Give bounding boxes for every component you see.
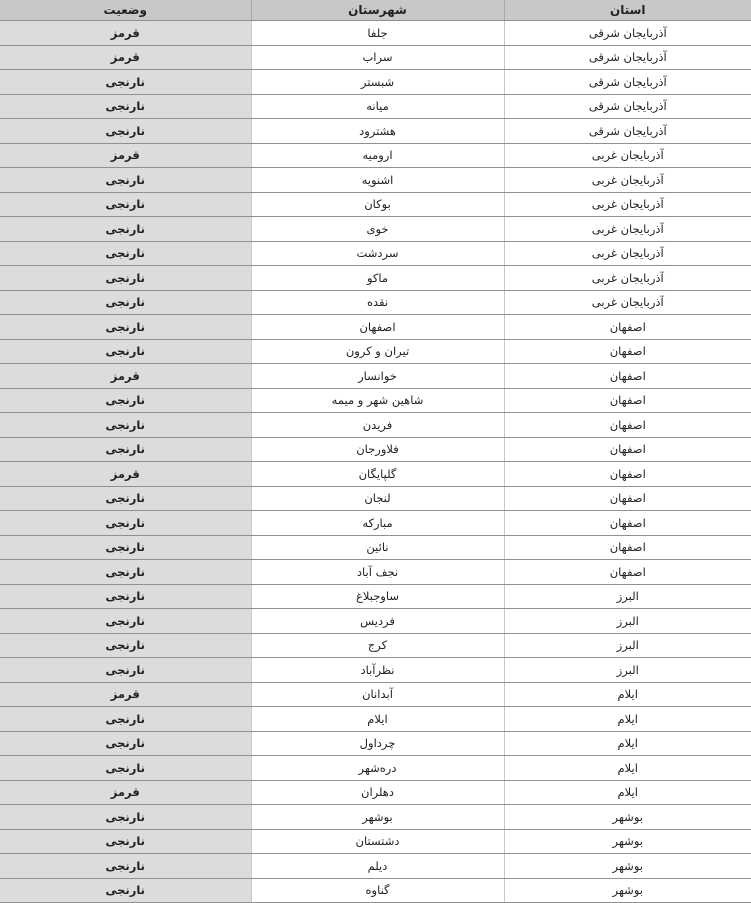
province-cell: ایلام [504, 756, 751, 781]
city-cell: ایلام [251, 707, 504, 732]
city-cell: فریدن [251, 413, 504, 438]
province-cell: اصفهان [504, 535, 751, 560]
header-row [0, 0, 751, 21]
province-cell: ایلام [504, 707, 751, 732]
city-cell: ماکو [251, 266, 504, 291]
province-cell: بوشهر [504, 829, 751, 854]
table-row [0, 486, 751, 511]
province-cell: آذربایجان شرقی [504, 119, 751, 144]
status-cell: نارنجی [0, 217, 251, 242]
province-cell: اصفهان [504, 315, 751, 340]
table-row [0, 266, 751, 291]
province-cell: بوشهر [504, 878, 751, 903]
status-cell: نارنجی [0, 878, 251, 903]
status-cell: نارنجی [0, 829, 251, 854]
province-cell: اصفهان [504, 437, 751, 462]
province-cell: اصفهان [504, 486, 751, 511]
table-row [0, 388, 751, 413]
city-cell: لنجان [251, 486, 504, 511]
header-province: استان [504, 0, 751, 21]
table-row [0, 633, 751, 658]
status-cell: قرمز [0, 364, 251, 389]
city-cell: نائین [251, 535, 504, 560]
city-cell: گناوه [251, 878, 504, 903]
status-cell: نارنجی [0, 609, 251, 634]
status-cell: نارنجی [0, 290, 251, 315]
table-row [0, 511, 751, 536]
table-row [0, 21, 751, 46]
province-cell: آذربایجان غربی [504, 217, 751, 242]
status-cell: نارنجی [0, 388, 251, 413]
province-cell: آذربایجان غربی [504, 266, 751, 291]
table-body [0, 21, 751, 903]
province-cell: آذربایجان غربی [504, 143, 751, 168]
status-cell: قرمز [0, 45, 251, 70]
table-row [0, 707, 751, 732]
province-cell: اصفهان [504, 364, 751, 389]
city-cell: نقده [251, 290, 504, 315]
status-cell: نارنجی [0, 584, 251, 609]
status-cell: نارنجی [0, 707, 251, 732]
status-cell: نارنجی [0, 315, 251, 340]
table-row [0, 560, 751, 585]
status-cell: نارنجی [0, 168, 251, 193]
city-cell: نظرآباد [251, 658, 504, 683]
status-cell: نارنجی [0, 70, 251, 95]
city-cell: آبدانان [251, 682, 504, 707]
city-cell: بوشهر [251, 805, 504, 830]
status-cell: نارنجی [0, 119, 251, 144]
city-cell: سردشت [251, 241, 504, 266]
status-cell: قرمز [0, 780, 251, 805]
table-row [0, 731, 751, 756]
city-cell: مبارکه [251, 511, 504, 536]
table-row [0, 364, 751, 389]
table-row [0, 829, 751, 854]
province-cell: ایلام [504, 682, 751, 707]
status-cell: نارنجی [0, 633, 251, 658]
table-row [0, 339, 751, 364]
table-row [0, 462, 751, 487]
province-cell: البرز [504, 609, 751, 634]
table-row [0, 168, 751, 193]
city-cell: دشتستان [251, 829, 504, 854]
province-cell: آذربایجان شرقی [504, 94, 751, 119]
status-cell: قرمز [0, 21, 251, 46]
city-cell: خوانسار [251, 364, 504, 389]
table-row [0, 854, 751, 879]
city-cell: چرداول [251, 731, 504, 756]
status-cell: نارنجی [0, 266, 251, 291]
province-cell: آذربایجان شرقی [504, 45, 751, 70]
status-cell: نارنجی [0, 658, 251, 683]
status-cell: نارنجی [0, 339, 251, 364]
table-row [0, 143, 751, 168]
province-cell: بوشهر [504, 805, 751, 830]
province-cell: آذربایجان شرقی [504, 70, 751, 95]
table-row [0, 609, 751, 634]
city-cell: خوی [251, 217, 504, 242]
city-cell: شبستر [251, 70, 504, 95]
status-cell: قرمز [0, 682, 251, 707]
table-row [0, 119, 751, 144]
city-cell: هشترود [251, 119, 504, 144]
province-cell: اصفهان [504, 462, 751, 487]
province-cell: آذربایجان غربی [504, 290, 751, 315]
table-row [0, 315, 751, 340]
status-cell: نارنجی [0, 560, 251, 585]
city-cell: دیلم [251, 854, 504, 879]
province-cell: اصفهان [504, 339, 751, 364]
table-row [0, 94, 751, 119]
status-cell: نارنجی [0, 94, 251, 119]
table-row [0, 805, 751, 830]
city-cell: میانه [251, 94, 504, 119]
table-row [0, 241, 751, 266]
status-cell: قرمز [0, 143, 251, 168]
table-header [0, 0, 751, 21]
table-row [0, 45, 751, 70]
status-cell: نارنجی [0, 486, 251, 511]
city-cell: تیران و کرون [251, 339, 504, 364]
table-row [0, 217, 751, 242]
province-cell: آذربایجان غربی [504, 241, 751, 266]
table-row [0, 413, 751, 438]
province-cell: البرز [504, 658, 751, 683]
status-cell: نارنجی [0, 192, 251, 217]
table-row [0, 780, 751, 805]
status-cell: نارنجی [0, 535, 251, 560]
status-cell: نارنجی [0, 854, 251, 879]
city-cell: دره‌شهر [251, 756, 504, 781]
table-row [0, 682, 751, 707]
province-cell: آذربایجان غربی [504, 192, 751, 217]
province-cell: آذربایجان غربی [504, 168, 751, 193]
table-row [0, 535, 751, 560]
table-row [0, 878, 751, 903]
city-cell: دهلران [251, 780, 504, 805]
status-cell: نارنجی [0, 413, 251, 438]
city-cell: نجف آباد [251, 560, 504, 585]
table-row [0, 756, 751, 781]
province-cell: ایلام [504, 731, 751, 756]
status-cell: نارنجی [0, 241, 251, 266]
table-row [0, 70, 751, 95]
table-row [0, 290, 751, 315]
table-row [0, 584, 751, 609]
city-cell: گلپایگان [251, 462, 504, 487]
province-cell: بوشهر [504, 854, 751, 879]
province-cell: اصفهان [504, 388, 751, 413]
table-row [0, 192, 751, 217]
province-cell: اصفهان [504, 413, 751, 438]
city-cell: اصفهان [251, 315, 504, 340]
status-cell: نارنجی [0, 437, 251, 462]
status-cell: نارنجی [0, 756, 251, 781]
city-cell: ارومیه [251, 143, 504, 168]
table-row [0, 658, 751, 683]
city-cell: اشنویه [251, 168, 504, 193]
status-cell: قرمز [0, 462, 251, 487]
city-cell: ساوجبلاغ [251, 584, 504, 609]
province-cell: البرز [504, 633, 751, 658]
status-cell: نارنجی [0, 511, 251, 536]
city-cell: شاهین شهر و میمه [251, 388, 504, 413]
province-cell: آذربایجان شرقی [504, 21, 751, 46]
city-cell: بوکان [251, 192, 504, 217]
header-city: شهرستان [251, 0, 504, 21]
city-cell: کرج [251, 633, 504, 658]
table-row [0, 437, 751, 462]
city-cell: سراب [251, 45, 504, 70]
status-cell: نارنجی [0, 731, 251, 756]
city-cell: جلفا [251, 21, 504, 46]
city-cell: فلاورجان [251, 437, 504, 462]
city-cell: فردیس [251, 609, 504, 634]
province-cell: ایلام [504, 780, 751, 805]
province-cell: البرز [504, 584, 751, 609]
province-cell: اصفهان [504, 560, 751, 585]
province-cell: اصفهان [504, 511, 751, 536]
status-cell: نارنجی [0, 805, 251, 830]
header-status: وضعیت [0, 0, 251, 21]
